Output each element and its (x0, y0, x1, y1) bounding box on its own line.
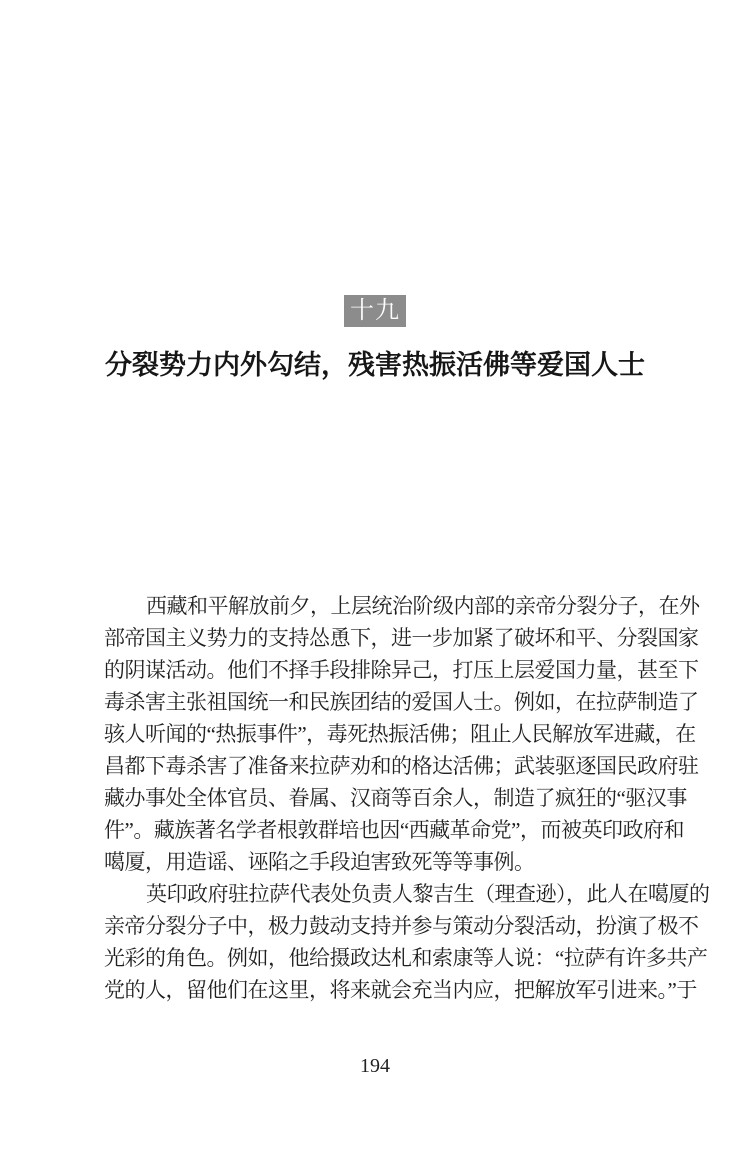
text-line: 骇人听闻的“热振事件”，毒死热振活佛；阻止人民解放军进藏，在 (104, 722, 696, 746)
text-line: 党的人，留他们在这里，将来就会充当内应，把解放军引进来。”于 (104, 978, 697, 1002)
text-line: 毒杀害主张祖国统一和民族团结的爱国人士。例如，在拉萨制造了 (104, 690, 699, 714)
page-number: 194 (360, 1055, 390, 1077)
chapter-title: 分裂势力内外勾结，残害热振活佛等爱国人士 (105, 350, 645, 380)
text-line: 光彩的角色。例如，他给摄政达札和索康等人说：“拉萨有许多共产 (104, 946, 708, 970)
chapter-number-badge: 十九 (344, 295, 406, 327)
text-line: 噶厦，用造谣、诬陷之手段迫害致死等等事例。 (104, 850, 535, 874)
text-line: 英印政府驻拉萨代表处负责人黎吉生（理查逊），此人在噶厦的 (146, 882, 710, 906)
text-line: 昌都下毒杀害了准备来拉萨劝和的格达活佛；武装驱逐国民政府驻 (104, 754, 699, 778)
text-line: 件”。藏族著名学者根敦群培也因“西藏革命党”，而被英印政府和 (104, 818, 684, 842)
text-line: 部帝国主义势力的支持怂恿下，进一步加紧了破坏和平、分裂国家 (104, 626, 699, 650)
body-text (104, 590, 710, 1006)
text-line: 亲帝分裂分子中，极力鼓动支持并参与策动分裂活动，扮演了极不 (104, 914, 699, 938)
text-line: 的阴谋活动。他们不择手段排除异己，打压上层爱国力量，甚至下 (104, 658, 699, 682)
text-line: 西藏和平解放前夕，上层统治阶级内部的亲帝分裂分子，在外 (146, 594, 700, 618)
text-line: 藏办事处全体官员、眷属、汉商等百余人，制造了疯狂的“驱汉事 (104, 786, 687, 810)
